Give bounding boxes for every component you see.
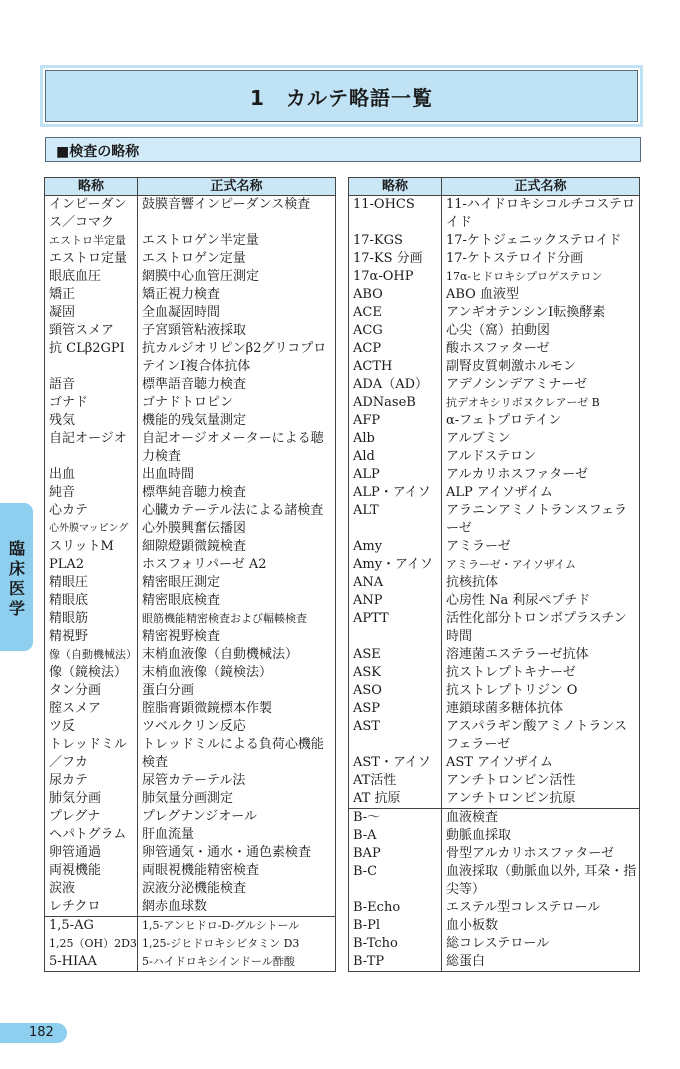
table-row [45,304,336,322]
table-row [349,196,640,233]
full-name-cell: 溶連菌エステラーゼ抗体 [442,646,640,664]
full-name-cell: 17-ケトジェニックステロイド [442,232,640,250]
full-name-cell: プレグナンジオール [138,808,336,826]
table-row [349,394,640,412]
table-row [45,340,336,376]
table-row [45,484,336,502]
abbr-cell: 凝固 [45,304,138,322]
table-row [349,809,640,828]
full-name-cell: 子宮頸管粘液採取 [138,322,336,340]
full-name-cell: α-フェトプロテイン [442,412,640,430]
full-name-cell: 1,25-ジヒドロキシビタミン D3 [138,935,336,953]
abbr-cell: 像（鏡検法） [45,664,138,682]
full-name-cell: アンチトロンビン抗原 [442,790,640,809]
abbr-cell: 17-KS 分画 [349,250,442,268]
table-row [349,376,640,394]
full-name-cell: 連鎖球菌多糖体抗体 [442,700,640,718]
full-name-cell: 血小板数 [442,917,640,935]
full-name-cell: 抗ストレプトリジン O [442,682,640,700]
abbr-cell: B-Pl [349,917,442,935]
table-row [45,772,336,790]
full-name-cell: アデノシンデアミナーゼ [442,376,640,394]
full-name-cell: 骨型アルカリホスファターゼ [442,845,640,863]
abbr-cell: ACG [349,322,442,340]
full-name-cell: アスパラギン酸アミノトランスフェラーゼ [442,718,640,754]
column-header-full-name: 正式名称 [138,178,336,196]
full-name-cell: 5-ハイドロキシインドール酢酸 [138,953,336,972]
table-row [349,358,640,376]
section-title: ■検査の略称 [56,144,140,160]
table-row [45,376,336,394]
table-row [349,610,640,646]
full-name-cell: 抗デオキシリボヌクレアーゼ B [442,394,640,412]
table-row [45,682,336,700]
full-name-cell: アンチトロンビン活性 [442,772,640,790]
full-name-cell: 蛋白分画 [138,682,336,700]
full-name-cell: 血液採取（動脈血以外, 耳朶・指尖等） [442,863,640,899]
abbr-cell: 精眼底 [45,592,138,610]
abbr-cell: AT活性 [349,772,442,790]
abbr-cell: ゴナド [45,394,138,412]
full-name-cell: アルカリホスファターゼ [442,466,640,484]
full-name-cell: アラニンアミノトランスフェラーゼ [442,502,640,538]
abbreviation-table-right [348,177,640,972]
full-name-cell: 1,5-アンヒドロ-D-グルシトール [138,917,336,936]
table-row [45,268,336,286]
abbr-cell: AST・アイソ [349,754,442,772]
abbr-cell: Amy [349,538,442,556]
abbr-cell: B-A [349,827,442,845]
table-row [349,664,640,682]
abbr-cell: 涙液 [45,880,138,898]
table-row [349,322,640,340]
full-name-cell: アルブミン [442,430,640,448]
page-title: 1 カルテ略語一覧 [250,86,433,110]
full-name-cell: ゴナドトロピン [138,394,336,412]
table-row [45,322,336,340]
table-row [349,790,640,809]
abbr-cell: ALT [349,502,442,538]
full-name-cell: 細隙燈顕微鏡検査 [138,538,336,556]
full-name-cell: 総コレステロール [442,935,640,953]
table-row [349,845,640,863]
abbr-cell: B-Tcho [349,935,442,953]
table-row [349,250,640,268]
abbr-cell: ABO [349,286,442,304]
table-row [45,232,336,250]
table-row [349,935,640,953]
full-name-cell: 抗核抗体 [442,574,640,592]
abbr-cell: 11-OHCS [349,196,442,233]
column-header-full-name: 正式名称 [442,178,640,196]
abbr-cell: ACE [349,304,442,322]
abbr-cell: 精眼圧 [45,574,138,592]
abbr-cell: 像（自動機械法） [45,646,138,664]
full-name-cell: エストロゲン半定量 [138,232,336,250]
abbr-cell: エストロ半定量 [45,232,138,250]
abbr-cell: ADA（AD） [349,376,442,394]
abbr-cell: 17α-OHP [349,268,442,286]
table-row [349,340,640,358]
table-row [349,466,640,484]
abbr-cell: B-C [349,863,442,899]
full-name-cell: 涙液分泌機能検査 [138,880,336,898]
abbr-cell: ツ反 [45,718,138,736]
full-name-cell: 腟脂膏顕微鏡標本作製 [138,700,336,718]
abbreviation-table-left [44,177,336,972]
abbr-cell: プレグナ [45,808,138,826]
full-name-cell: 末梢血液像（自動機械法） [138,646,336,664]
abbr-cell: ANA [349,574,442,592]
table-row [349,863,640,899]
table-row [45,844,336,862]
table-row [349,286,640,304]
table-row [349,484,640,502]
full-name-cell: 全血凝固時間 [138,304,336,322]
abbr-cell: タン分画 [45,682,138,700]
abbr-cell: ACTH [349,358,442,376]
full-name-cell: 肝血流量 [138,826,336,844]
abbr-cell: 頸管スメア [45,322,138,340]
full-name-cell: 11-ハイドロキシコルチコステロイド [442,196,640,233]
table-row [349,718,640,754]
full-name-cell: エステル型コレステロール [442,899,640,917]
table-row [349,232,640,250]
table-row [45,466,336,484]
abbr-cell: 精眼筋 [45,610,138,628]
full-name-cell: 精密眼底検査 [138,592,336,610]
table-row [45,862,336,880]
full-name-cell: アンギオテンシンⅠ転換酵素 [442,304,640,322]
table-row [45,628,336,646]
table-row [349,646,640,664]
abbr-cell: 語音 [45,376,138,394]
table-row [45,935,336,953]
table-row [45,556,336,574]
full-name-cell: 網膜中心血管圧測定 [138,268,336,286]
table-row [45,538,336,556]
full-name-cell: 酸ホスファターゼ [442,340,640,358]
full-name-cell: 心房性 Na 利尿ペプチド [442,592,640,610]
abbr-cell: 抗 CLβ2GPI [45,340,138,376]
full-name-cell: 矯正視力検査 [138,286,336,304]
abbr-cell: 心外膜マッピング [45,520,138,538]
full-name-cell: 総蛋白 [442,953,640,972]
table-row [45,502,336,520]
table-row [45,898,336,917]
page-title-box [45,70,638,122]
abbr-cell: インピーダンス／コマク [45,196,138,233]
abbr-cell: ASO [349,682,442,700]
table-row [45,574,336,592]
abbr-cell: BAP [349,845,442,863]
abbr-cell: 心カテ [45,502,138,520]
table-row [349,827,640,845]
table-row [349,917,640,935]
full-name-cell: アミラーゼ [442,538,640,556]
column-header-abbr: 略称 [349,178,442,196]
full-name-cell: 動脈血採取 [442,827,640,845]
abbr-cell: B-Echo [349,899,442,917]
abbr-cell: 5-HIAA [45,953,138,972]
abbr-cell: 残気 [45,412,138,430]
table-row [45,917,336,936]
table-row [349,556,640,574]
abbr-cell: ACP [349,340,442,358]
full-name-cell: 眼筋機能精密検査および輻輳検査 [138,610,336,628]
full-name-cell: 末梢血液像（鏡検法） [138,664,336,682]
column-header-abbr: 略称 [45,178,138,196]
full-name-cell: 出血時間 [138,466,336,484]
full-name-cell: 標準語音聴力検査 [138,376,336,394]
page-number-tab [0,1023,67,1043]
full-name-cell: 肺気量分画測定 [138,790,336,808]
abbr-cell: 眼底血圧 [45,268,138,286]
full-name-cell: 網赤血球数 [138,898,336,917]
table-row [45,610,336,628]
table-row [349,592,640,610]
table-row [349,754,640,772]
table-row [45,718,336,736]
abbr-cell: B-～ [349,809,442,828]
table-row [45,664,336,682]
abbr-cell: 17-KGS [349,232,442,250]
full-name-cell: エストロゲン定量 [138,250,336,268]
side-tab-label: 臨床医学 [8,539,25,618]
full-name-cell: 両眼視機能精密検査 [138,862,336,880]
full-name-cell: ALP アイソザイム [442,484,640,502]
table-row [349,430,640,448]
table-row [349,304,640,322]
table-row [45,736,336,772]
table-row [45,880,336,898]
table-row [349,772,640,790]
full-name-cell: ツベルクリン反応 [138,718,336,736]
abbr-cell: AT 抗原 [349,790,442,809]
table-row [45,196,336,233]
full-name-cell: ABO 血液型 [442,286,640,304]
abbr-cell: 卵管通過 [45,844,138,862]
full-name-cell: 心外膜興奮伝播図 [138,520,336,538]
abbr-cell: 純音 [45,484,138,502]
abbr-cell: 肺気分画 [45,790,138,808]
abbr-cell: 腟スメア [45,700,138,718]
full-name-cell: 抗ストレプトキナーゼ [442,664,640,682]
full-name-cell: トレッドミルによる負荷心機能検査 [138,736,336,772]
full-name-cell: 精密視野検査 [138,628,336,646]
full-name-cell: 抗カルジオリピンβ2グリコプロテインⅠ複合体抗体 [138,340,336,376]
abbr-cell: B-TP [349,953,442,972]
table-row [45,826,336,844]
abbr-cell: 1,25（OH）2D3 [45,935,138,953]
full-name-cell: 卵管通気・通水・通色素検査 [138,844,336,862]
table-row [349,412,640,430]
full-name-cell: 副腎皮質刺激ホルモン [442,358,640,376]
full-name-cell: ホスフォリパーゼ A2 [138,556,336,574]
full-name-cell: 鼓膜音響インピーダンス検査 [138,196,336,233]
abbr-cell: 矯正 [45,286,138,304]
abbr-cell: 両視機能 [45,862,138,880]
full-name-cell: 17α-ヒドロキシプロゲステロン [442,268,640,286]
full-name-cell: 心臓カテーテル法による諸検査 [138,502,336,520]
abbr-cell: Ald [349,448,442,466]
abbr-cell: 尿カテ [45,772,138,790]
abbr-cell: 自記オージオ [45,430,138,466]
full-name-cell: 精密眼圧測定 [138,574,336,592]
full-name-cell: 機能的残気量測定 [138,412,336,430]
table-row [349,899,640,917]
table-row [45,430,336,466]
abbr-cell: ALP [349,466,442,484]
full-name-cell: 自記オージオメーターによる聴力検査 [138,430,336,466]
full-name-cell: AST アイソザイム [442,754,640,772]
table-row [45,808,336,826]
abbr-cell: AST [349,718,442,754]
abbr-cell: ANP [349,592,442,610]
full-name-cell: 標準純音聴力検査 [138,484,336,502]
full-name-cell: 活性化部分トロンボプラスチン時間 [442,610,640,646]
full-name-cell: 心尖（窩）拍動図 [442,322,640,340]
table-row [349,538,640,556]
abbr-cell: 精視野 [45,628,138,646]
abbr-cell: ASE [349,646,442,664]
table-row [45,790,336,808]
table-row [349,502,640,538]
table-row [45,592,336,610]
abbr-cell: APTT [349,610,442,646]
abbr-cell: PLA2 [45,556,138,574]
abbr-cell: Alb [349,430,442,448]
abbr-cell: ヘパトグラム [45,826,138,844]
table-row [45,412,336,430]
table-row [349,700,640,718]
table-row [349,268,640,286]
table-row [45,286,336,304]
table-row [45,953,336,972]
abbr-cell: 出血 [45,466,138,484]
full-name-cell: 尿管カテーテル法 [138,772,336,790]
abbr-cell: ASK [349,664,442,682]
abbr-cell: ADNaseB [349,394,442,412]
abbr-cell: スリットM [45,538,138,556]
table-row [349,682,640,700]
full-name-cell: 17-ケトステロイド分画 [442,250,640,268]
table-row [349,448,640,466]
abbr-cell: エストロ定量 [45,250,138,268]
full-name-cell: アルドステロン [442,448,640,466]
table-row [45,646,336,664]
abbr-cell: Amy・アイソ [349,556,442,574]
abbr-cell: ASP [349,700,442,718]
full-name-cell: 血液検査 [442,809,640,828]
abbr-cell: 1,5-AG [45,917,138,936]
abbr-cell: トレッドミル／フカ [45,736,138,772]
table-row [45,394,336,412]
table-row [349,574,640,592]
abbr-cell: レチクロ [45,898,138,917]
full-name-cell: アミラーゼ・アイソザイム [442,556,640,574]
table-row [349,953,640,972]
section-header [45,137,641,162]
table-row [45,700,336,718]
abbr-cell: AFP [349,412,442,430]
page-number: 182 [29,1025,54,1040]
abbr-cell: ALP・アイソ [349,484,442,502]
side-tab [0,503,33,651]
table-row [45,520,336,538]
table-row [45,250,336,268]
